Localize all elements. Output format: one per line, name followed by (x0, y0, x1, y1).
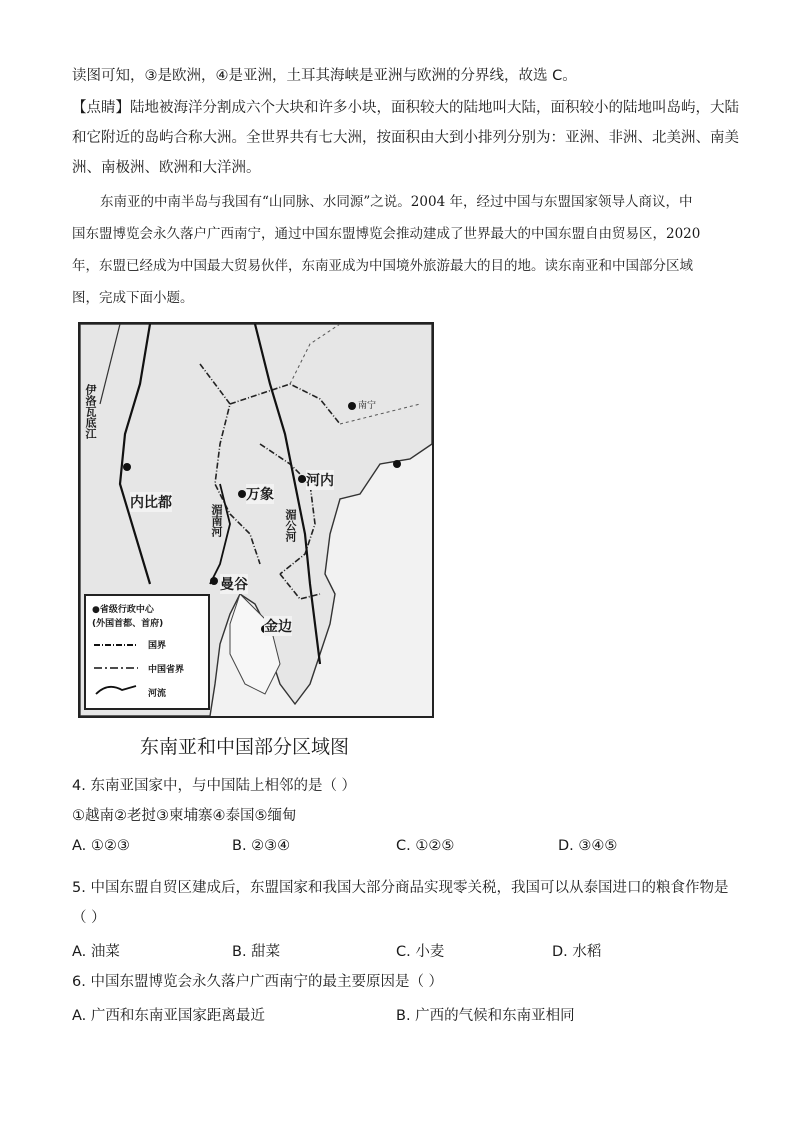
passage-line-3: 年，东盟已经成为中国最大贸易伙伴，东南亚成为中国境外旅游最大的目的地。读东南亚和中国部分区域 (72, 258, 693, 274)
legend-capital: ●省级行政中心 (92, 605, 154, 615)
legend-capital-note: (外国首都、首府) (92, 619, 164, 629)
question-5-option-a[interactable]: A. 油菜 (72, 944, 120, 960)
tip-line-2: 和它附近的岛屿合称大洲。全世界共有七大洲，按面积由大到小排列分别为：亚洲、非洲、北美洲、南美 (72, 130, 739, 146)
question-6-option-b[interactable]: B. 广西的气候和东南亚相同 (396, 1008, 575, 1024)
label-river-mekong: 湄公河 (284, 509, 297, 542)
question-4-option-c[interactable]: C. ①②⑤ (396, 838, 455, 854)
question-5-stem-cont: （ ） (72, 910, 106, 926)
answer-line: 读图可知，③是欧洲，④是亚洲，土耳其海峡是亚洲与欧洲的分界线，故选 C。 (72, 68, 577, 84)
tip-label: 【点睛】 (72, 100, 130, 116)
legend-province: 中国省界 (148, 665, 185, 675)
label-river-chao-phraya: 湄南河 (210, 504, 223, 537)
question-4-option-d[interactable]: D. ③④⑤ (558, 838, 618, 854)
label-bangkok: 曼谷 (220, 574, 248, 594)
question-5-stem: 5. 中国东盟自贸区建成后，东盟国家和我国大部分商品实现零关税，我国可以从泰国进口的粮食作物是 (72, 880, 729, 896)
question-4-stem: 4. 东南亚国家中，与中国陆上相邻的是（ ） (72, 778, 357, 794)
passage-line-1: 东南亚的中南半岛与我国有“山同脉、水同源”之说。2004 年，经过中国与东盟国家领导人商议，中 (100, 194, 693, 210)
legend-river: 河流 (148, 689, 167, 699)
label-vientiane: 万象 (246, 484, 274, 504)
question-4-option-a[interactable]: A. ①②③ (72, 838, 130, 854)
passage-line-2: 国东盟博览会永久落户广西南宁，通过中国东盟博览会推动建成了世界最大的中国东盟自由贸易区，2020 (72, 226, 701, 242)
legend-border: 国界 (148, 641, 167, 651)
question-4-items: ①越南②老挝③柬埔寨④泰国⑤缅甸 (72, 808, 297, 824)
southeast-asia-map (78, 322, 434, 718)
map-caption: 东南亚和中国部分区域图 (140, 736, 350, 758)
label-hanoi: 河内 (306, 470, 334, 490)
tip-line-1 (72, 98, 739, 118)
tip-text-1: 陆地被海洋分割成六个大块和许多小块，面积较大的陆地叫大陆，面积较小的陆地叫岛屿，大陆 (130, 100, 739, 116)
question-5-option-b[interactable]: B. 甜菜 (232, 944, 281, 960)
question-6-option-a[interactable]: A. 广西和东南亚国家距离最近 (72, 1008, 265, 1024)
question-4-option-b[interactable]: B. ②③④ (232, 838, 291, 854)
label-naypyidaw: 内比都 (130, 492, 172, 512)
label-phnom-penh: 金边 (264, 616, 292, 636)
label-nanning: 南宁 (358, 401, 377, 411)
question-6-stem: 6. 中国东盟博览会永久落户广西南宁的最主要原因是（ ） (72, 974, 444, 990)
passage-line-4: 图，完成下面小题。 (72, 290, 194, 306)
legend-symbols (92, 640, 142, 700)
map-legend (84, 594, 210, 710)
question-5-option-d[interactable]: D. 水稻 (552, 944, 602, 960)
label-river-irrawaddy: 伊洛瓦底江 (84, 384, 97, 439)
tip-line-3: 洲、南极洲、欧洲和大洋洲。 (72, 160, 261, 176)
question-5-option-c[interactable]: C. 小麦 (396, 944, 445, 960)
